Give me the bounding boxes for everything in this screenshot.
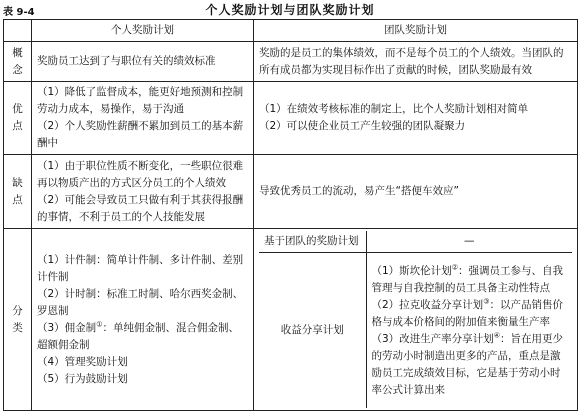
advantage-individual-2: （2）个人奖励性薪酬不累加到员工的基本薪酬中 bbox=[37, 120, 244, 149]
advantage-individual-1: （1）降低了监督成本，能更好地预测和控制劳动力成本，易操作，易于沟通 bbox=[37, 86, 244, 115]
disadvantages-team: 导致优秀员工的流动，易产生“搭便车效应” bbox=[254, 155, 578, 229]
classification-individual bbox=[32, 229, 254, 411]
gain-sharing-label: 收益分享计划 bbox=[259, 253, 366, 409]
footnote-marker: ④ bbox=[493, 331, 500, 339]
header-empty-cell bbox=[4, 20, 32, 42]
header-individual: 个人奖励计划 bbox=[32, 20, 254, 42]
row-concept bbox=[4, 42, 578, 82]
team-subtable-body bbox=[259, 253, 572, 409]
advantages-team bbox=[254, 82, 578, 155]
footnote-marker: ② bbox=[451, 263, 458, 271]
classification-individual-2: （2）计时制：标准工时制、哈尔西奖金制、罗恩制 bbox=[37, 287, 244, 317]
row-label-classification: 分类 bbox=[4, 229, 32, 411]
disadvantages-individual bbox=[32, 155, 254, 229]
advantage-team-1: （1）在绩效考核标准的制定上，比个人奖励计划相对简单 bbox=[259, 103, 529, 115]
classification-team bbox=[254, 229, 578, 411]
table-title: 个人奖励计划与团队奖励计划 bbox=[205, 3, 375, 17]
classification-individual-4: （4）管理奖励计划 bbox=[37, 355, 128, 368]
header-team: 团队奖励计划 bbox=[254, 20, 578, 42]
row-label-advantages: 优点 bbox=[4, 82, 32, 155]
classification-individual-3: （3）佣金制①：单纯佣金制、混合佣金制、超额佣金制 bbox=[37, 320, 239, 351]
advantage-team-2: （2）可以使企业员工产生较强的团队凝聚力 bbox=[259, 120, 466, 132]
concept-team: 奖励的是员工的集体绩效，而不是每个员工的个人绩效。当团队的所有成员都为实现目标作出了贡献的时候，团队奖励最有效 bbox=[254, 42, 578, 82]
gain-sharing-plan-2: （2）拉克收益分享计划③：以产品销售价格与成本价格间的附加值来衡量生产率 bbox=[371, 297, 563, 328]
disadvantage-individual-1: （1）由于职位性质不断变化，一些职位很难再以物质产出的方式区分员工的个人绩效 bbox=[37, 159, 244, 189]
row-label-concept: 概念 bbox=[4, 42, 32, 82]
row-advantages bbox=[4, 82, 578, 155]
classification-individual-1: （1）计件制：简单计件制、多计件制、差别计件制 bbox=[37, 253, 244, 283]
team-subhead-left: 基于团队的奖励计划 bbox=[259, 231, 366, 253]
gain-sharing-plan-3: （3）改进生产率分享计划④：旨在用更少的劳动小时制造出更多的产品，重点是激励员工完成绩效目标，它是基于劳动小时率公式计算出来 bbox=[371, 331, 563, 396]
team-subhead-right: — bbox=[366, 231, 572, 253]
footnote-marker: ① bbox=[96, 320, 103, 328]
table-caption bbox=[3, 1, 577, 18]
row-classification bbox=[4, 229, 578, 411]
gain-sharing-plans bbox=[366, 253, 572, 409]
advantages-individual bbox=[32, 82, 254, 155]
row-label-disadvantages: 缺点 bbox=[4, 155, 32, 229]
header-row bbox=[4, 20, 578, 42]
team-subtable bbox=[259, 231, 572, 408]
row-disadvantages bbox=[4, 155, 578, 229]
footnote-marker: ③ bbox=[483, 297, 490, 305]
disadvantage-individual-2: （2）可能会导致员工只做有利于其获得报酬的事情，不利于员工的个人技能发展 bbox=[37, 193, 244, 223]
concept-individual: 奖励员工达到了与职位有关的绩效标准 bbox=[32, 42, 254, 82]
gain-sharing-plan-1: （1）斯坎伦计划②：强调员工参与、自我管理与自我控制的员工具备主动性特点 bbox=[371, 263, 563, 294]
team-subtable-header bbox=[259, 231, 572, 253]
classification-individual-5: （5）行为鼓励计划 bbox=[37, 372, 128, 385]
comparison-table bbox=[3, 19, 578, 411]
table-number: 表 9-4 bbox=[3, 7, 35, 18]
